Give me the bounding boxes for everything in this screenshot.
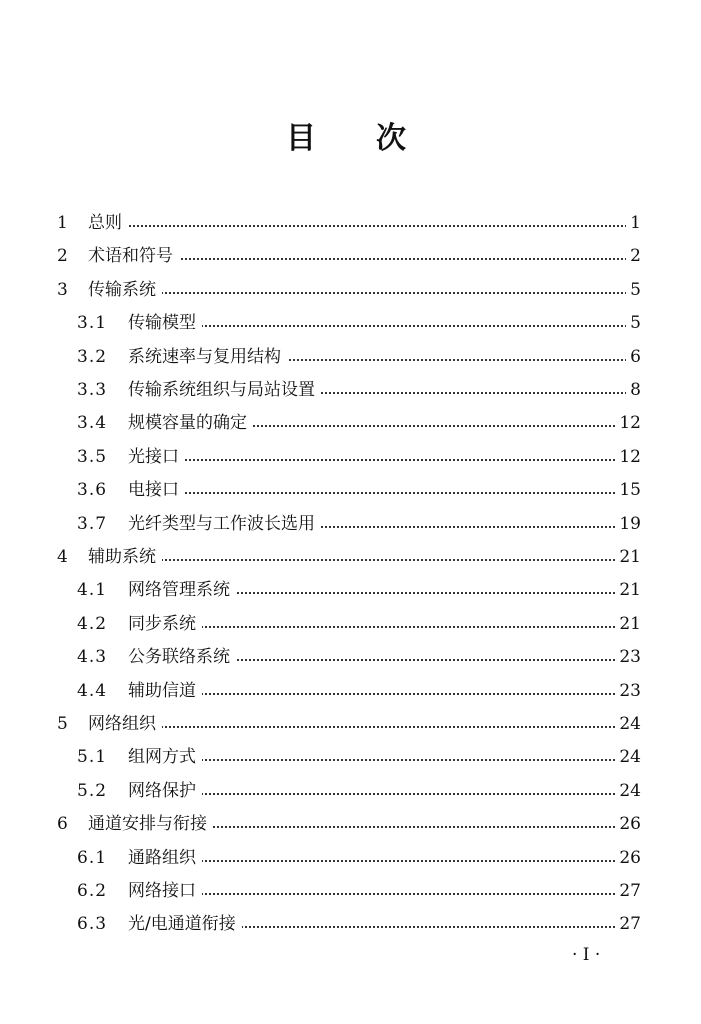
toc-entry[interactable] [0, 676, 701, 706]
toc-entry-page: 26 [615, 843, 641, 873]
toc-entry-page: 24 [615, 742, 641, 772]
toc-entry-page: 8 [626, 375, 641, 405]
toc-entry-number: 3.2 [77, 346, 108, 367]
toc-entry-number: 6.3 [77, 914, 108, 935]
toc-entry-number: 5.2 [77, 780, 108, 801]
toc-entry-page: 21 [615, 542, 641, 572]
toc-entry[interactable] [0, 843, 701, 873]
toc-entry-page: 12 [615, 442, 641, 472]
toc-entry[interactable] [0, 776, 701, 806]
toc-entry-number: 4.3 [77, 647, 108, 668]
toc-entry-label: 通道安排与衔接 [88, 809, 213, 839]
toc-entry-label: 网络组织 [88, 709, 162, 739]
toc-entry[interactable] [0, 275, 701, 305]
dot-leader [128, 860, 635, 862]
toc-entry-label: 光/电通道衔接 [128, 909, 242, 939]
title-char-1: 目 [286, 121, 316, 156]
dot-leader [88, 559, 635, 561]
toc-entry-page: 5 [626, 275, 641, 305]
toc-entry-number: 4.1 [77, 580, 108, 601]
toc-entry-page: 24 [615, 709, 641, 739]
dot-leader [88, 726, 635, 728]
toc-entry-label: 辅助信道 [128, 676, 202, 706]
toc-entry-page: 19 [615, 509, 641, 539]
toc-entry[interactable] [0, 208, 701, 238]
toc-entry-page: 6 [626, 342, 641, 372]
toc-entry-label: 传输模型 [128, 308, 202, 338]
toc-entry-page: 24 [615, 776, 641, 806]
toc-entry-label: 传输系统 [88, 275, 162, 305]
toc-entry[interactable] [0, 575, 701, 605]
toc-entry-number: 3.4 [77, 413, 108, 434]
toc-entry-label: 组网方式 [128, 742, 202, 772]
dot-leader [128, 492, 635, 494]
toc-entry-page: 23 [615, 642, 641, 672]
toc-entry[interactable] [0, 442, 701, 472]
toc-entry-page: 27 [615, 876, 641, 906]
toc-entry[interactable] [0, 542, 701, 572]
toc-entry-number: 6.1 [77, 847, 108, 868]
toc-entry-number: 6.2 [77, 881, 108, 901]
dot-leader [88, 292, 635, 294]
toc-entry[interactable] [0, 709, 701, 739]
toc-entry-label: 辅助系统 [88, 542, 162, 572]
toc-entry-number: 3.5 [77, 446, 108, 467]
toc-entry-number: 4 [57, 547, 69, 567]
toc-entry[interactable] [0, 408, 701, 438]
dot-leader [128, 893, 635, 895]
toc-entry-number: 1 [57, 213, 69, 233]
toc-entry[interactable] [0, 241, 701, 271]
toc-entry-number: 3 [57, 279, 69, 300]
page-number-footer: · I · [572, 945, 601, 965]
toc-entry-number: 5 [57, 714, 69, 734]
toc-entry[interactable] [0, 375, 701, 405]
toc-entry-label: 系统速率与复用结构 [128, 342, 287, 372]
toc-entry-number: 6 [57, 814, 69, 835]
dot-leader [128, 693, 635, 695]
toc-entry-page: 1 [626, 208, 641, 238]
toc-entry-number: 4.4 [77, 680, 108, 701]
toc-entry-label: 电接口 [128, 475, 185, 505]
toc-entry-label: 网络管理系统 [128, 575, 236, 605]
toc-entry[interactable] [0, 509, 701, 539]
toc-entry[interactable] [0, 308, 701, 338]
toc-entry-label: 传输系统组织与局站设置 [128, 375, 321, 405]
title-char-2: 次 [376, 121, 406, 156]
toc-entry[interactable] [0, 475, 701, 505]
toc-entry-page: 26 [615, 809, 641, 839]
toc-entry-label: 通路组织 [128, 843, 202, 873]
toc-entry-page: 21 [615, 609, 641, 639]
toc-entry[interactable] [0, 642, 701, 672]
toc-entry[interactable] [0, 342, 701, 372]
toc-entry-label: 规模容量的确定 [128, 408, 253, 438]
toc-entry-label: 光接口 [128, 442, 185, 472]
toc-entry-page: 27 [615, 909, 641, 939]
toc-entry-number: 3.7 [77, 513, 108, 534]
toc-entry-page: 23 [615, 676, 641, 706]
toc-entry[interactable] [0, 742, 701, 772]
dot-leader [128, 759, 635, 761]
toc-entry-number: 4.2 [77, 613, 108, 634]
toc-entry-number: 3.1 [77, 313, 108, 334]
toc-entry-label: 网络保护 [128, 776, 202, 806]
dot-leader [128, 459, 635, 461]
toc-entry-page: 12 [615, 408, 641, 438]
toc-entry-label: 公务联络系统 [128, 642, 236, 672]
toc-entry[interactable] [0, 809, 701, 839]
dot-leader [128, 626, 635, 628]
toc-entry[interactable] [0, 909, 701, 939]
toc-entry[interactable] [0, 876, 701, 906]
toc-entry-number: 2 [57, 246, 69, 267]
toc-entry-label: 网络接口 [128, 876, 202, 906]
toc-entry-page: 5 [626, 308, 641, 338]
toc-entry[interactable] [0, 609, 701, 639]
toc-entry-label: 同步系统 [128, 609, 202, 639]
dot-leader [128, 325, 635, 327]
toc-entry-label: 光纤类型与工作波长选用 [128, 509, 321, 539]
toc-entry-number: 3.3 [77, 380, 108, 400]
toc-entry-label: 总则 [88, 208, 128, 238]
toc-entry-label: 术语和符号 [88, 241, 179, 271]
toc-entry-page: 15 [615, 475, 641, 505]
toc-entry-number: 5.1 [77, 747, 108, 768]
dot-leader [88, 225, 635, 227]
toc-entry-page: 2 [626, 241, 641, 271]
toc-entry-number: 3.6 [77, 480, 108, 501]
toc-entry-page: 21 [615, 575, 641, 605]
dot-leader [128, 793, 635, 795]
